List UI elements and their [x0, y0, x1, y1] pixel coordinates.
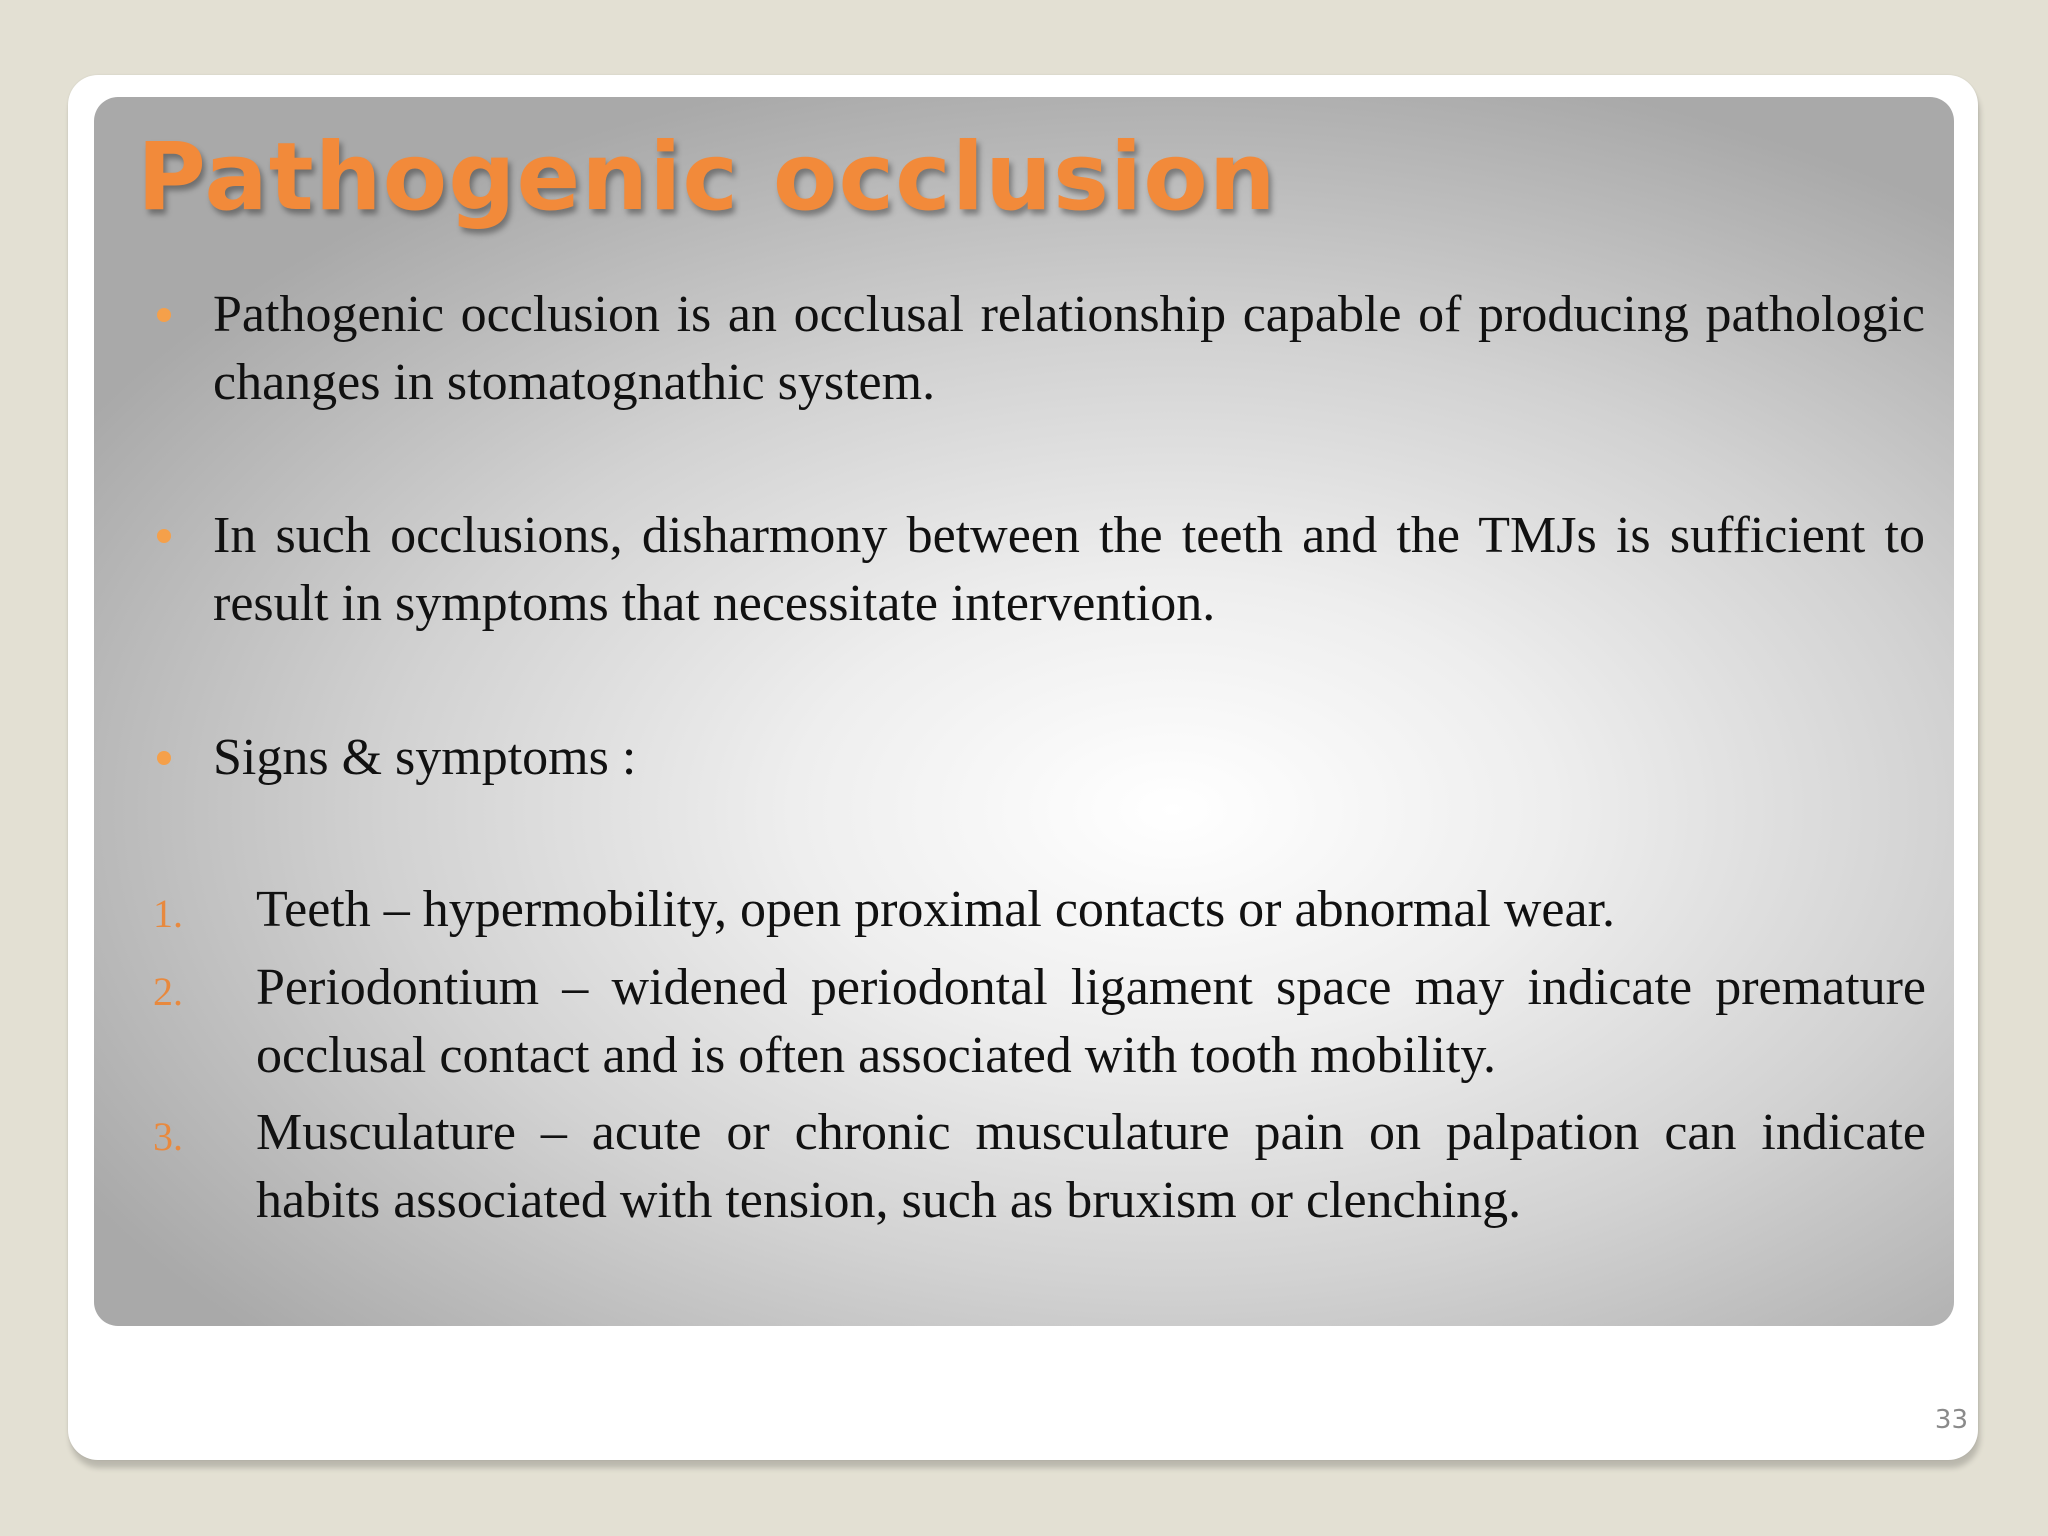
bullet-text: Signs & symptoms :: [213, 729, 637, 786]
list-item-text: Periodontium – widened periodontal ligament space may indicate premature occlusal contact and is often associated with tooth mobility.: [256, 959, 1926, 1084]
bullet-dot-icon: [157, 751, 171, 765]
list-number: 3.: [153, 1114, 183, 1159]
slide-title: Pathogenic occlusion: [137, 123, 1277, 232]
list-item-text: Teeth – hypermobility, open proximal contacts or abnormal wear.: [256, 881, 1616, 938]
bullet-text: Pathogenic occlusion is an occlusal relationship capable of producing pathologic changes in stomatognathic system.: [213, 286, 1925, 411]
list-number: 1.: [153, 891, 183, 936]
page-number: 33: [1934, 1405, 1968, 1435]
bullet-dot-icon: [157, 529, 171, 543]
list-number: 2.: [153, 969, 183, 1014]
bullet-dot-icon: [157, 308, 171, 322]
bullet-text: In such occlusions, disharmony between the teeth and the TMJs is sufficient to result in symptoms that necessitate intervention.: [213, 507, 1925, 632]
list-item-text: Musculature – acute or chronic musculature pain on palpation can indicate habits associated with tension, such as bruxism or clenching.: [256, 1104, 1926, 1229]
